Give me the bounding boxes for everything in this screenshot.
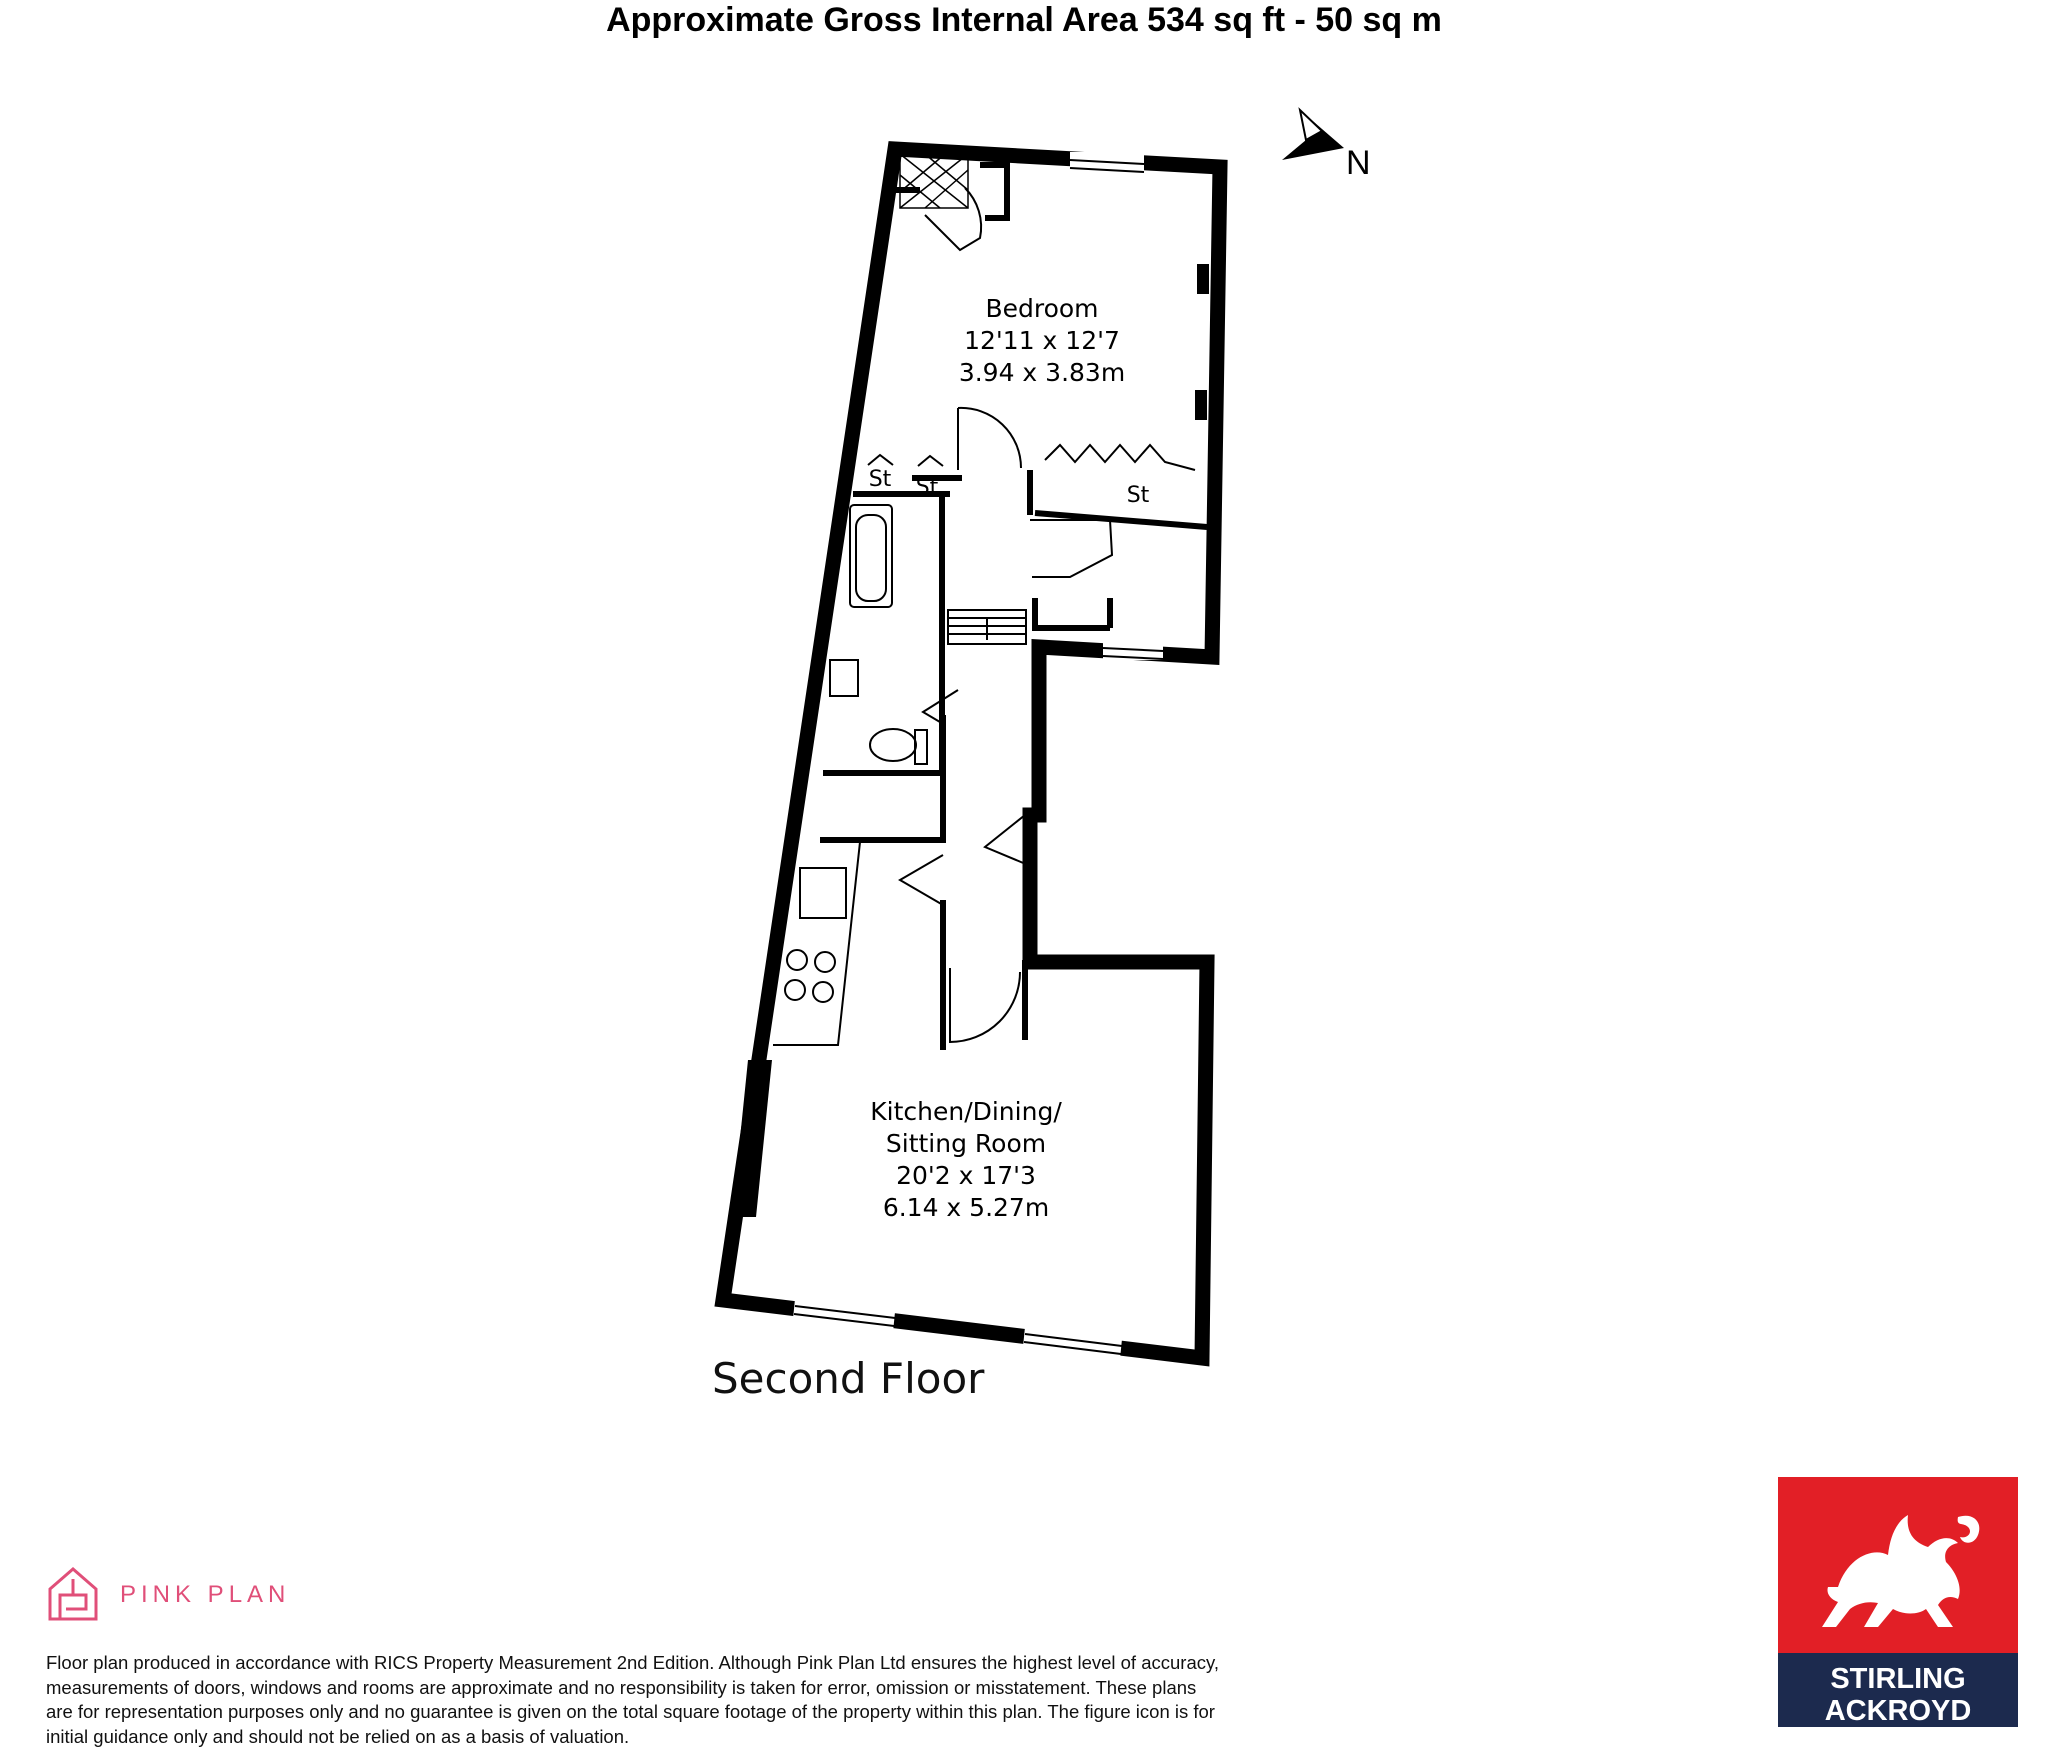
bathroom-fixtures [830, 505, 927, 764]
north-arrow-icon [1282, 110, 1344, 160]
agent-name-line2: ACKROYD [1824, 1695, 1972, 1727]
storage-label: St [868, 467, 892, 492]
floor-label: Second Floor [712, 1354, 985, 1403]
chimney-breast [732, 1060, 772, 1217]
griffin-icon [1778, 1477, 2018, 1653]
storage-label: St [915, 475, 939, 500]
pink-plan-brand: PINK PLAN [120, 1581, 291, 1608]
bedroom-imperial: 12'11 x 12'7 [964, 326, 1120, 355]
cupboard-hatch [900, 154, 968, 208]
north-label: N [1346, 144, 1371, 182]
stirling-ackroyd-logo [1778, 1477, 2018, 1727]
kitchen-name-line2: Sitting Room [885, 1129, 1047, 1158]
pink-plan-logo-icon [46, 1565, 100, 1623]
bedroom-metric: 3.94 x 3.83m [958, 358, 1126, 387]
agent-name-panel [1778, 1653, 2018, 1727]
griffin-emblem [1778, 1477, 2018, 1653]
bedroom-name: Bedroom [985, 294, 1099, 323]
kitchen-metric: 6.14 x 5.27m [882, 1193, 1050, 1222]
kitchen-imperial: 20'2 x 17'3 [896, 1161, 1036, 1190]
disclaimer-text: Floor plan produced in accordance with RICS Property Measurement 2nd Edition. Although Pink Plan Ltd ensures the highest level of accuracy, measurements of doors, windows and rooms are approximate and no responsibility is taken for error, omission or misstatement. These plans are for representation purposes only and no guarantee is given on the total square footage of the property within this plan. The figure icon is for initial guidance only and should not be relied on as a basis of valuation. [46, 1652, 1220, 1747]
storage-label: St [1126, 483, 1150, 508]
agent-name-line1: STIRLING [1830, 1663, 1966, 1695]
area-title: Approximate Gross Internal Area 534 sq ft - 50 sq m [606, 1, 1442, 39]
kitchen-name-line1: Kitchen/Dining/ [870, 1097, 1062, 1126]
stairs [948, 610, 1026, 644]
